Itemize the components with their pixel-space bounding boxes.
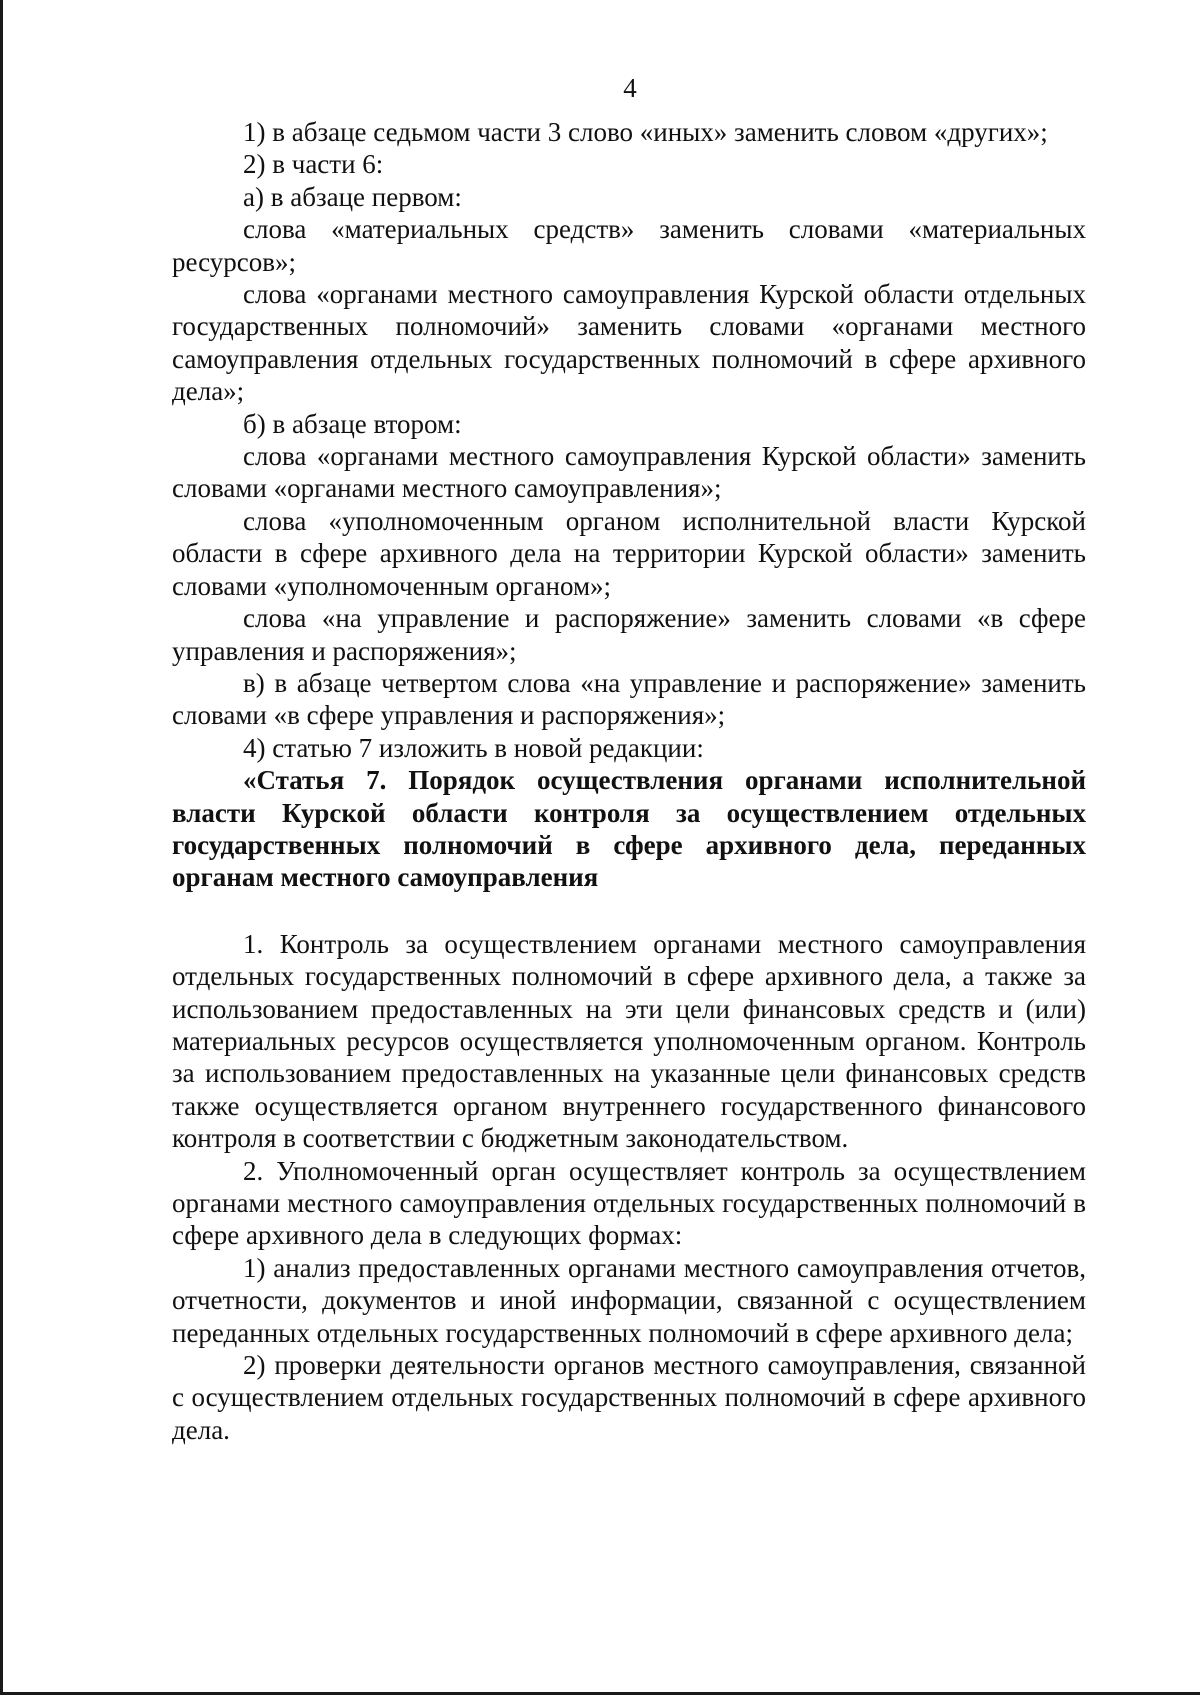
page-number: 4 xyxy=(623,73,637,103)
paragraph-local-authorities: слова «органами местного самоуправления Курской области отдельных государственных полномочий» заменить словами «органами местного самоуправления отдельных государственных полномочий в сфере архивного дела»; xyxy=(172,279,1086,407)
paragraph-amend-part3: 1) в абзаце седьмом части 3 слово «иных» заменить словом «других»; xyxy=(243,117,1048,147)
document-body xyxy=(172,116,1086,1446)
scan-border-left xyxy=(0,0,3,1695)
paragraph-sub-v: в) в абзаце четвертом слова «на управление и распоряжение» заменить словами «в сфере управления и распоряжения»; xyxy=(172,667,1086,731)
paragraph-sub-b: б) в абзаце втором: xyxy=(243,408,462,439)
paragraph-management-disposal: слова «на управление и распоряжение» заменить словами «в сфере управления и распоряжения»; xyxy=(172,603,1086,666)
paragraph-authorized-body: слова «уполномоченным органом исполнительной власти Курской области в сфере архивного дела на территории Курской области» заменить словами «уполномоченным органом»; xyxy=(172,505,1086,601)
article-paragraph-2: 2. Уполномоченный орган осуществляет контроль за осуществлением органами местного самоуправления отдельных государственных полномочий в сфере архивного дела в следующих формах: xyxy=(172,1155,1086,1251)
article-item-1: 1) анализ предоставленных органами местного самоуправления отчетов, отчетности, документов и иной информации, связанной с осуществлением переданных отдельных государственных полномочий в сфере архивного дела; xyxy=(172,1252,1086,1348)
paragraph-material-resources: слова «материальных средств» заменить словами «материальных ресурсов»; xyxy=(172,214,1086,277)
paragraph-part6: 2) в части 6: xyxy=(243,149,384,180)
paragraph-local-authorities-kursk: слова «органами местного самоуправления Курской области» заменить словами «органами местного самоуправления»; xyxy=(172,441,1086,504)
article-item-2: 2) проверки деятельности органов местного самоуправления, связанной с осуществлением отдельных государственных полномочий в сфере архивного дела. xyxy=(172,1350,1086,1445)
article-heading: «Статья 7. Порядок осуществления органами исполнительной власти Курской области контроля за осуществлением отдельных государственных полномочий в сфере архивного дела, переданных органам местного самоуправления xyxy=(172,765,1086,893)
paragraph-article7-new-edition: 4) статью 7 изложить в новой редакции: xyxy=(243,732,704,763)
article-paragraph-1: 1. Контроль за осуществлением органами местного самоуправления отдельных государственных полномочий в сфере архивного дела, а также за использованием предоставленных на эти цели финансовых средств и (или) материальных ресурсов осуществляется уполномоченным органом. Контроль за использованием предоставленных на указанные цели финансовых средств также осуществляется органом внутреннего государственного финансового контроля в соответствии с бюджетным законодательством. xyxy=(172,928,1086,1154)
paragraph-sub-a: а) в абзаце первом: xyxy=(243,181,462,212)
